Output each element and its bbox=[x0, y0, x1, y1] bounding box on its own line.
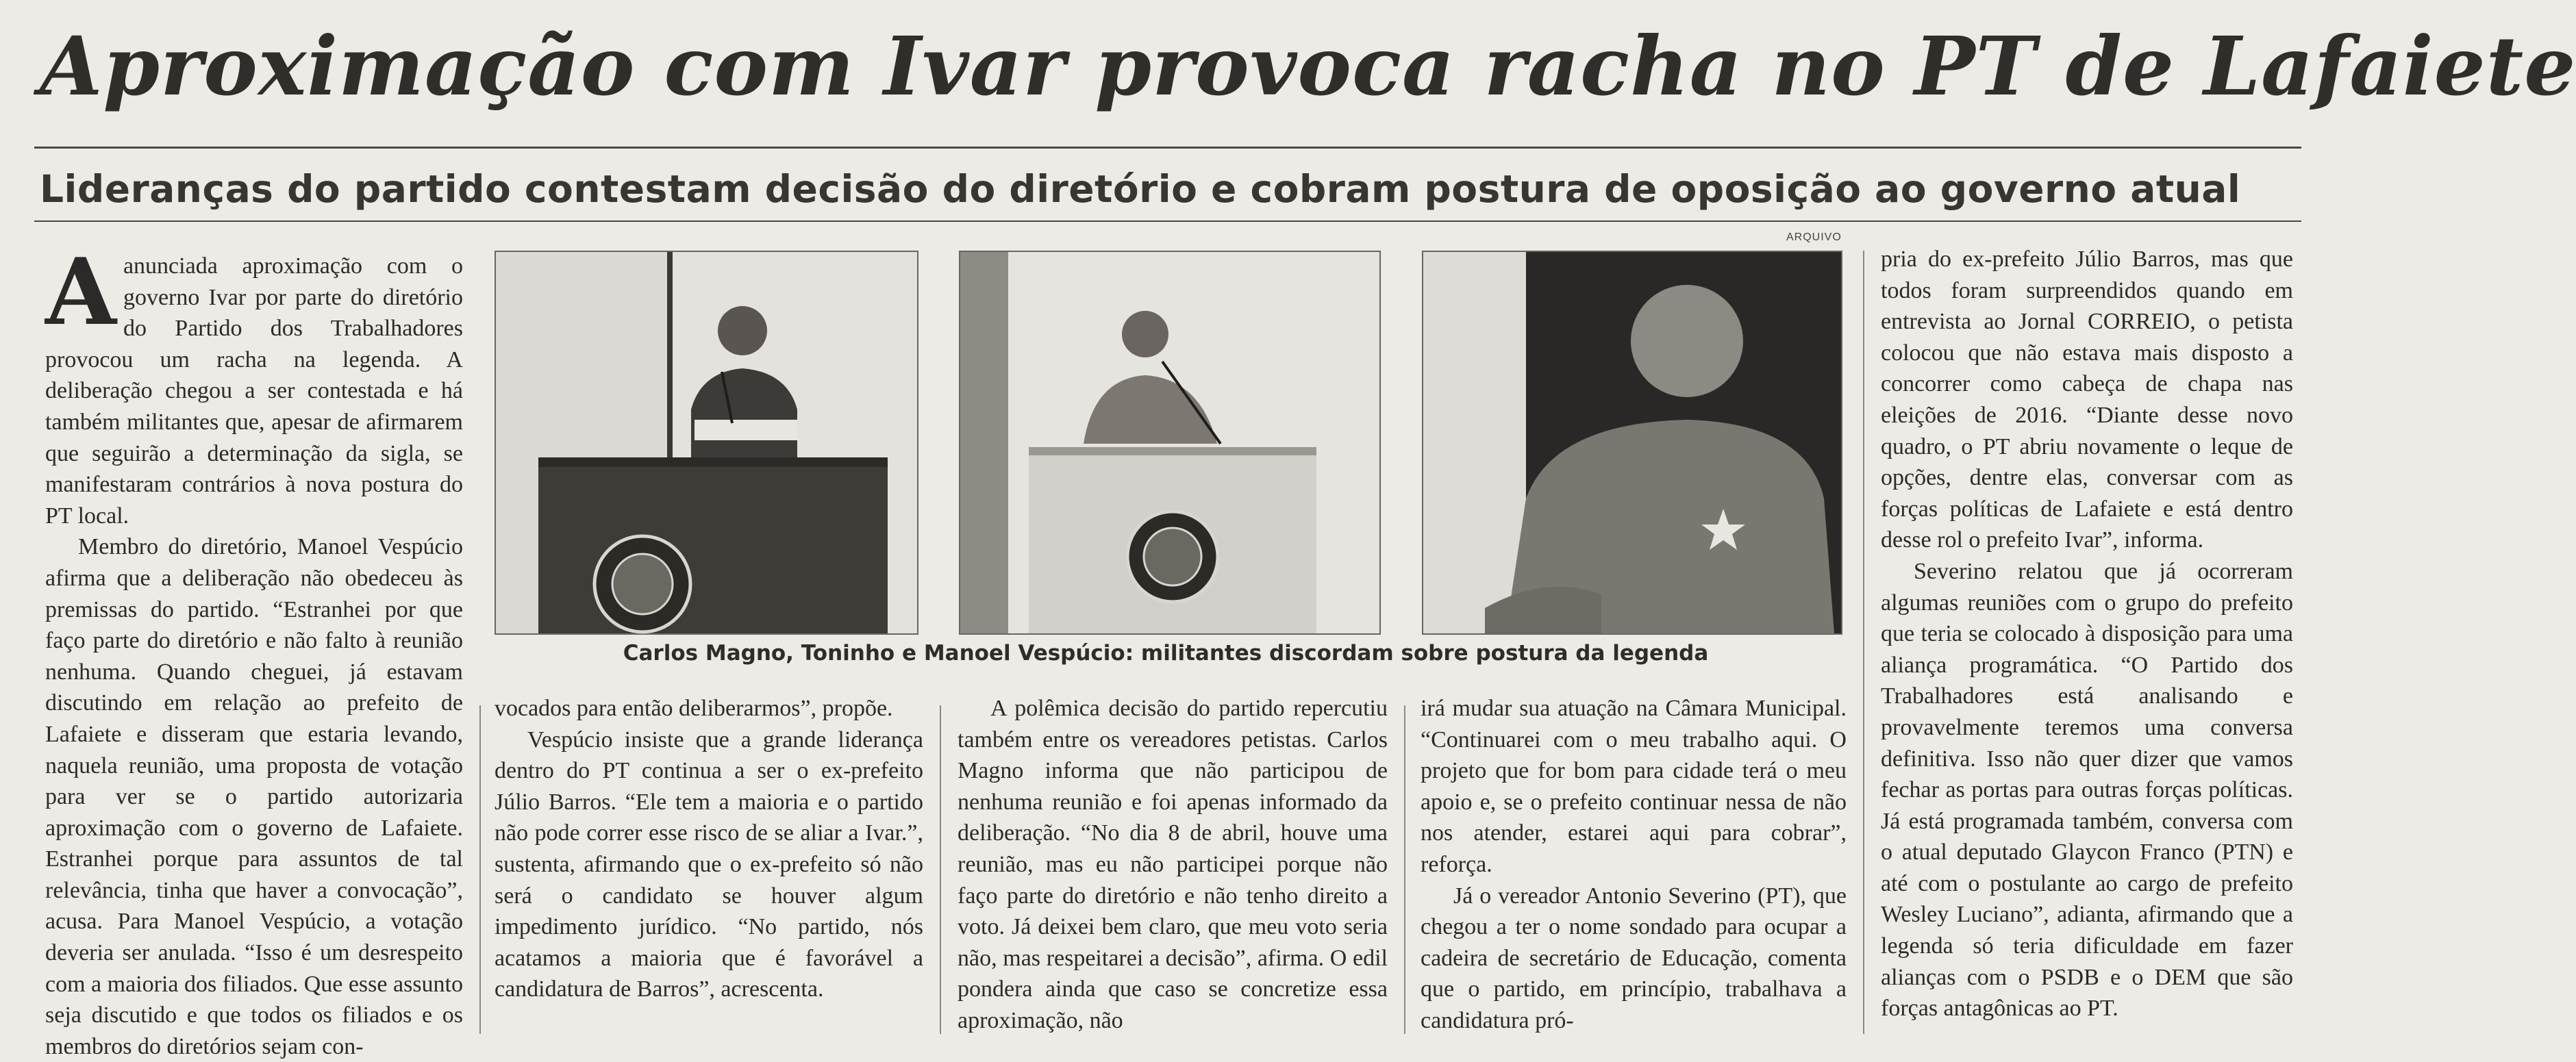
paragraph: Aanunciada aproximação com o governo Ivar por parte do diretório do Partido dos Trabalhadores provocou um racha na legenda. A deliberação chegou a ser contestada e há também militantes que, apesar de afirmarem que seguirão a determinação da sigla, se manifestaram contrários à nova postura do PT local. bbox=[45, 238, 463, 529]
photo-toninho bbox=[959, 251, 1381, 635]
paragraph: pria do ex-prefeito Júlio Barros, mas que todos foram surpreendidos quando em entrevista ao Jornal CORREIO, o petista colocou que não estava mais disposto a concorrer como cabeça de chapa nas eleições de 2016. “Diante desse novo quadro, o PT abriu novamente o leque de opções, dentre elas, conversar com as forças políticas de Lafaiete e está dentro desse rol o prefeito Ivar”, informa. bbox=[1881, 246, 2293, 553]
text-column-1 bbox=[45, 238, 463, 1062]
headline: Aproximação com Ivar provoca racha no PT de Lafaiete bbox=[40, 18, 2576, 114]
paragraph: Vespúcio insiste que a grande liderança dentro do PT continua a ser o ex-prefeito Júlio Barros. “Ele tem a maioria e o partido não pode correr esse risco de se aliar a Ivar.”, sustenta, afirmando que o ex-prefeito só não será o candidato se houver algum impedimento jurídico. “No partido, nós acatamos a maioria que é favorável a candidatura de Barros”, acrescenta. bbox=[495, 726, 923, 1002]
paragraph: Já o vereador Antonio Severino (PT), que chegou a ter o nome sondado para ocupar a cadeira de secretário de Educação, comenta que o partido, em princípio, trabalhava a candidatura pró- bbox=[1421, 883, 1847, 1033]
paragraph: A polêmica decisão do partido repercutiu também entre os vereadores petistas. Carlos Magno informa que não participou de nenhuma reunião e foi apenas informado da deliberação. “No dia 8 de abril, houve uma reunião, mas eu não participei porque não faço parte do diretório e não tenho direito a voto. Já deixei bem claro, que meu voto seria não, mas respeitarei a decisão”, afirma. O edil pondera ainda que caso se concretize essa aproximação, não bbox=[958, 696, 1388, 1033]
text-column-3 bbox=[958, 693, 1388, 1037]
rule-under-subhead bbox=[34, 220, 2301, 222]
column-divider bbox=[479, 705, 481, 1034]
text-column-2 bbox=[495, 693, 923, 1005]
portrait-image bbox=[1423, 252, 1841, 633]
column-divider bbox=[940, 705, 941, 1034]
rule-top bbox=[34, 147, 2301, 149]
text-column-4 bbox=[1421, 693, 1847, 1037]
column-divider bbox=[1863, 251, 1864, 1034]
text-column-5 bbox=[1881, 244, 2293, 1024]
photo-carlos-magno bbox=[495, 251, 918, 635]
column-divider bbox=[1404, 705, 1405, 1034]
paragraph: irá mudar sua atuação na Câmara Municipal. “Continuarei com o meu trabalho aqui. O projeto que for bom para cidade terá o meu apoio e, se o prefeito continuar nessa de não nos atender, estarei aqui para cobrar”, reforça. bbox=[1421, 696, 1847, 877]
subheadline: Lideranças do partido contestam decisão do diretório e cobram postura de oposição ao governo atual bbox=[40, 167, 2241, 211]
paragraph: Membro do diretório, Manoel Vespúcio afirma que a deliberação não obedeceu às premissas do partido. “Estranhei por que faço parte do diretório e não falto à reunião nenhuma. Quando cheguei, já estavam discutindo em relação ao prefeito de Lafaiete e disseram que estaria levando, naquela reunião, uma proposta de votação para ver se o partido autorizaria aproximação com o governo de Lafaiete. Estranhei porque para assuntos de tal relevância, tinha que haver a convocação”, acusa. Para Manoel Vespúcio, a votação deveria ser anulada. “Isso é um desrespeito com a maioria dos filiados. Que esse assunto seja discutido e que todos os filiados e os membros do diretórios sejam con- bbox=[45, 534, 463, 1059]
paragraph: vocados para então deliberarmos”, propõe. bbox=[495, 696, 893, 721]
speaker-at-podium-image bbox=[496, 252, 917, 633]
photo-manoel-vespucio bbox=[1422, 251, 1842, 635]
paragraph: Severino relatou que já ocorreram algumas reuniões com o grupo do prefeito que teria se colocado à disposição para uma aliança programática. “O Partido dos Trabalhadores está analisando e provavelmente teremos uma conversa definitiva. Isso não quer dizer que vamos fechar as portas para outras forças políticas. Já está programada também, conversa com o atual deputado Glaycon Franco (PTN) e até com o postulante ao cargo de prefeito Wesley Luciano”, adianta, afirmando que a legenda só teria dificuldade em fazer alianças com o PSDB e o DEM que são forças antagônicas ao PT. bbox=[1881, 558, 2293, 1022]
photo-caption: Carlos Magno, Toninho e Manoel Vespúcio: militantes discordam sobre postura da legenda bbox=[623, 641, 1709, 666]
drop-cap: A bbox=[45, 238, 116, 346]
photo-credit: ARQUIVO bbox=[1786, 231, 1842, 243]
speaker-at-podium-image bbox=[960, 252, 1379, 633]
